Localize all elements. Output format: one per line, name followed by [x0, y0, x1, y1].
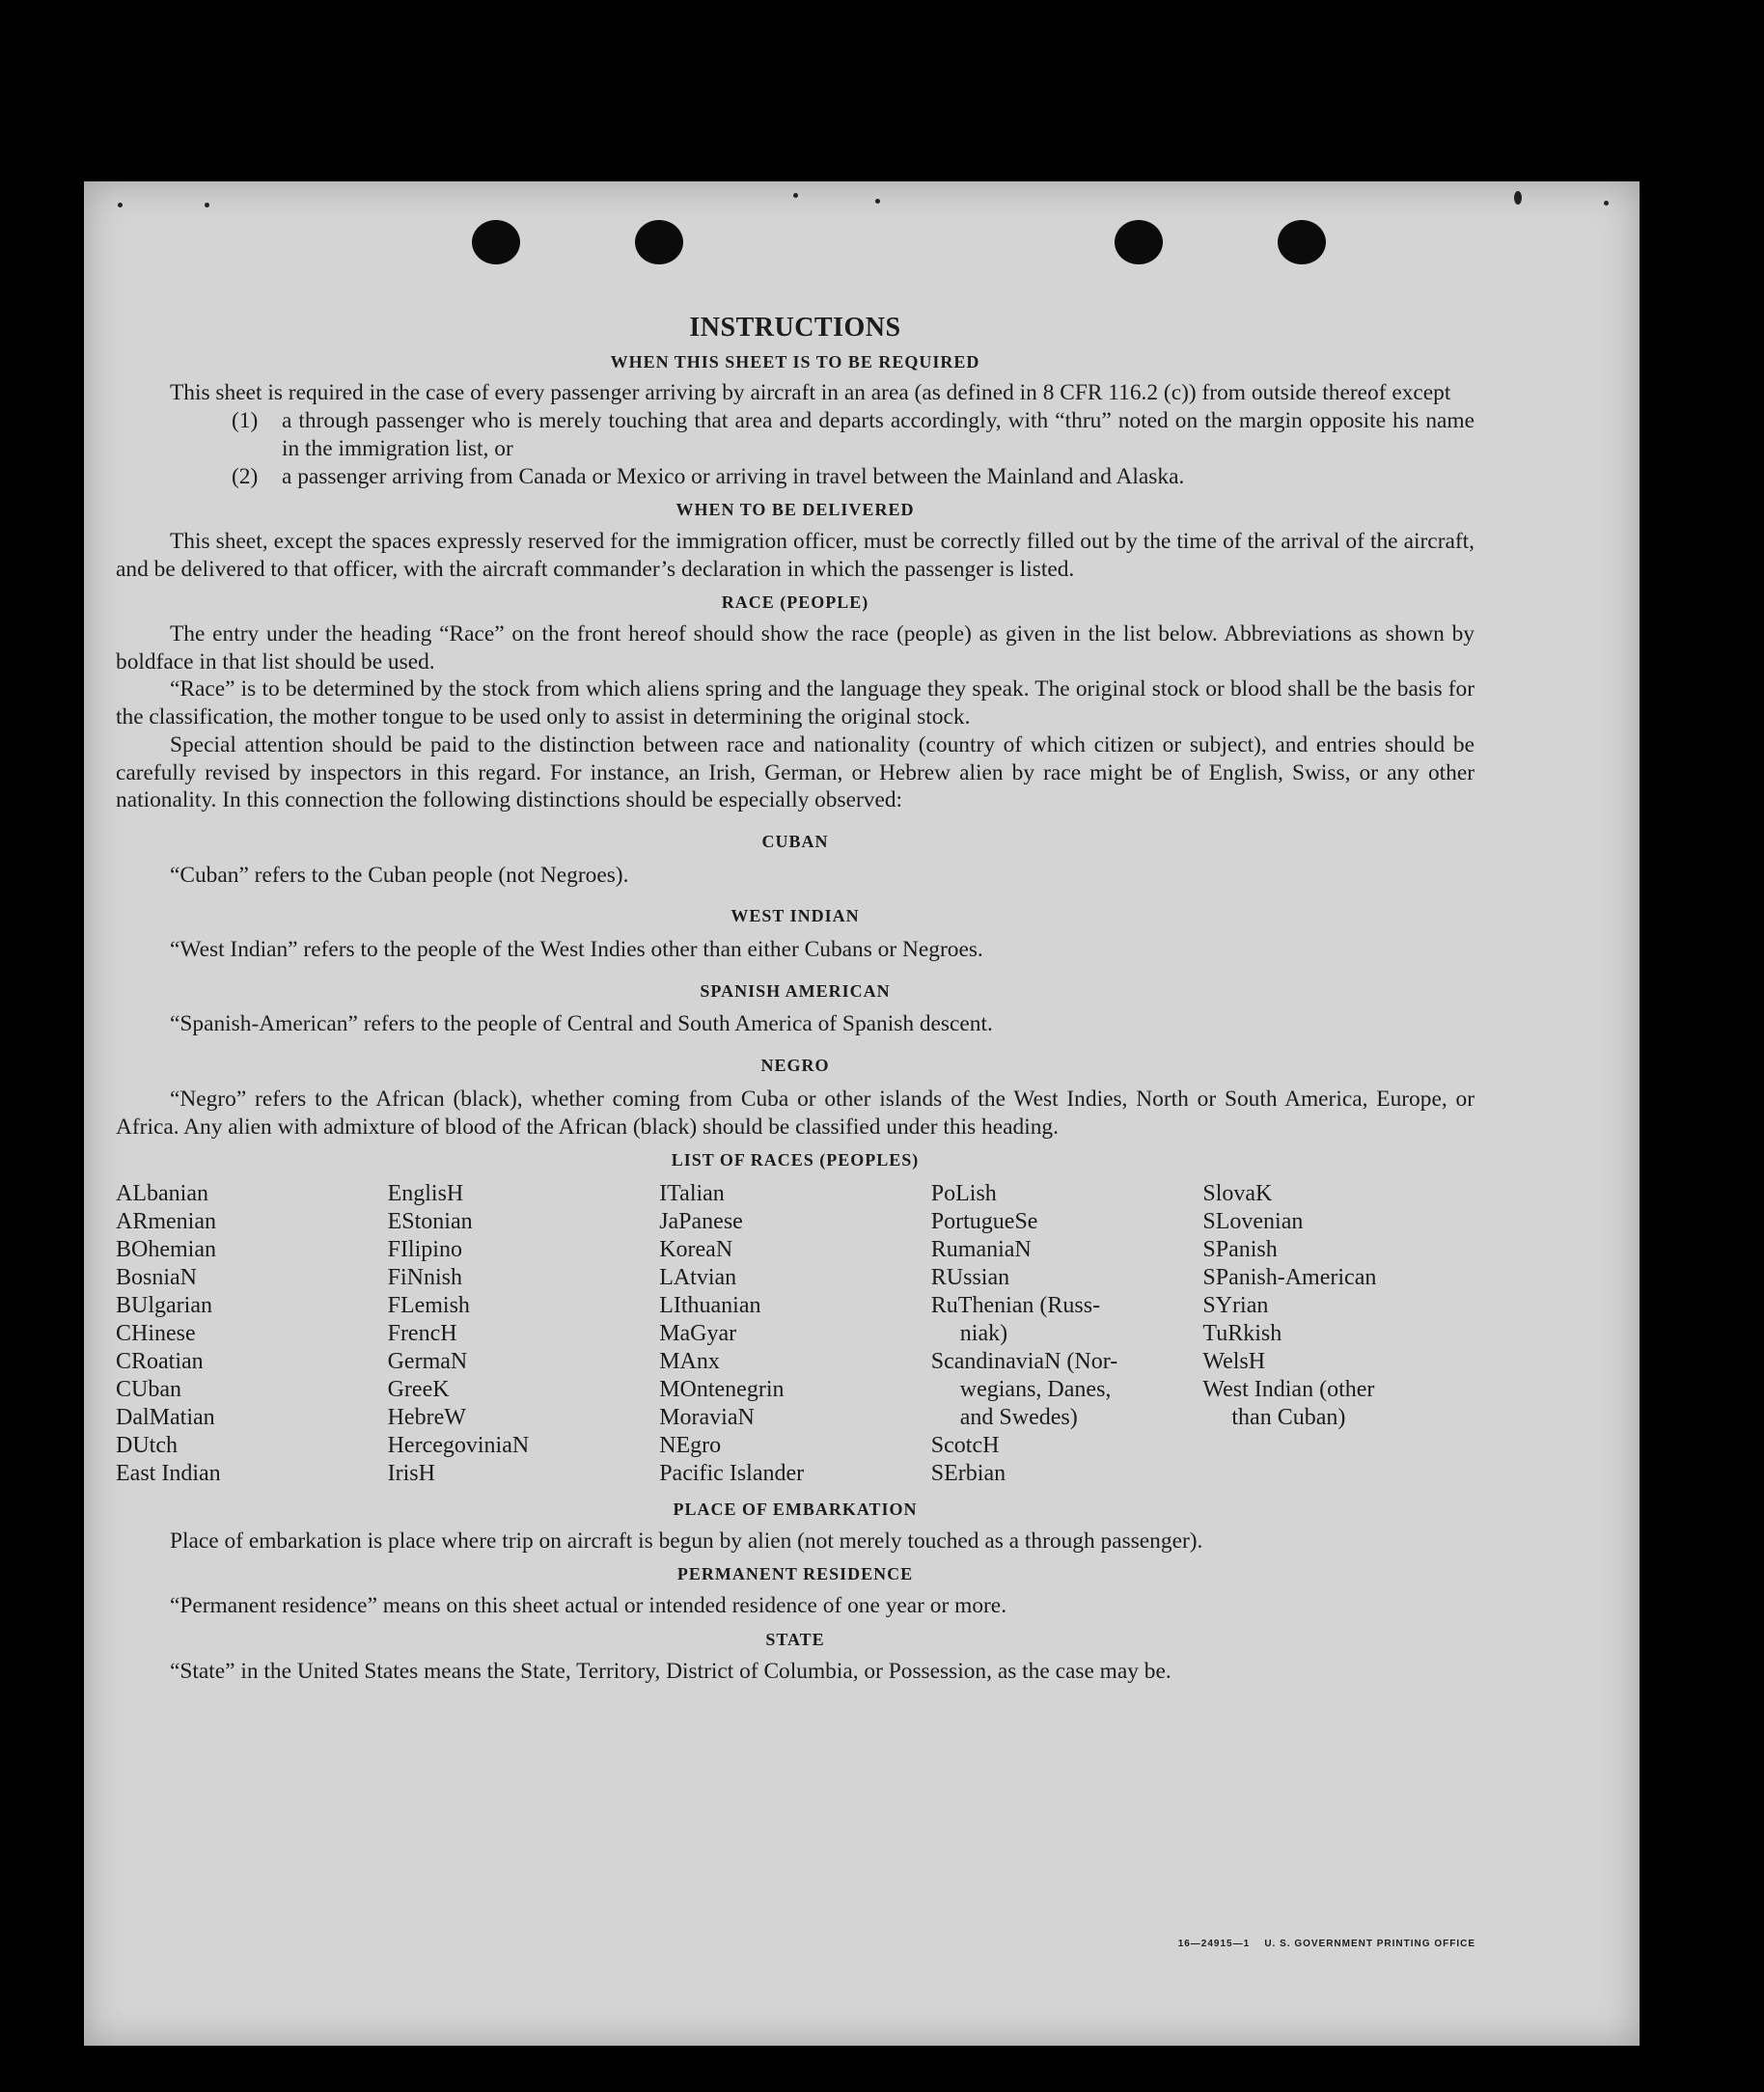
- printer-credit: U. S. GOVERNMENT PRINTING OFFICE: [1264, 1939, 1475, 1949]
- heading-spanish-american: SPANISH AMERICAN: [700, 980, 891, 1001]
- negro-text: “Negro” refers to the African (black), whether coming from Cuba or other islands of the West Indies, North or South America, Europe, or Africa. Any alien with admixture of blood of the African (black) should be classified under this heading.: [116, 1086, 1475, 1140]
- exception-text: a through passenger who is merely touching that area and departs accordingly, with “thru” noted on the margin opposite his name in the immigration list, or: [282, 408, 1475, 461]
- race-entry: RumaniaN: [930, 1236, 1032, 1262]
- form-number: 16—24915—1: [1177, 1939, 1251, 1949]
- races-column: [388, 1180, 660, 1488]
- race-entry: RUssian: [930, 1264, 1010, 1290]
- race-entry: SPanish: [1202, 1236, 1278, 1262]
- west-indian-text: “West Indian” refers to the people of the West Indies other than either Cubans or Negroes.: [170, 937, 983, 963]
- race-entry: CHinese: [116, 1320, 196, 1346]
- race-entry: than Cuban): [1231, 1404, 1346, 1430]
- punch-hole: [635, 220, 683, 264]
- print-footer: [1178, 1939, 1475, 1949]
- speck-mark: [875, 199, 880, 204]
- race-entry: JaPanese: [659, 1208, 743, 1234]
- exception-number: (1): [232, 408, 259, 434]
- race-entry: NEgro: [659, 1432, 722, 1458]
- race-entry: GreeK: [387, 1376, 450, 1402]
- races-column: [931, 1180, 1203, 1488]
- race-entry: SLovenian: [1202, 1208, 1304, 1234]
- speck-mark: [1514, 191, 1522, 205]
- race-entry: MaGyar: [659, 1320, 737, 1346]
- race-entry: IrisH: [387, 1460, 435, 1486]
- race-entry: FIlipino: [387, 1236, 462, 1262]
- heading-cuban: CUBAN: [761, 831, 829, 851]
- race-entry: WelsH: [1202, 1348, 1266, 1374]
- heading-delivered: WHEN TO BE DELIVERED: [675, 500, 915, 520]
- heading-negro: NEGRO: [760, 1056, 830, 1076]
- instruction-sheet: [84, 181, 1640, 2046]
- heading-race: RACE (PEOPLE): [721, 592, 869, 613]
- race-entry: FiNnish: [387, 1264, 462, 1290]
- race-entry: MAnx: [659, 1348, 720, 1374]
- race-entry: GermaN: [387, 1348, 468, 1374]
- race-entry: CRoatian: [116, 1348, 204, 1374]
- race-entry: EStonian: [387, 1208, 473, 1234]
- exception-text: a passenger arriving from Canada or Mexico or arriving in travel between the Mainland and Alaska.: [282, 463, 1185, 489]
- races-column: [659, 1180, 931, 1488]
- race-paragraph-2: “Race” is to be determined by the stock from which aliens spring and the language they speak. The original stock or blood shall be the basis for the classification, the mother tongue to be used only to assist in determining the original stock.: [116, 676, 1475, 730]
- race-paragraph-1: The entry under the heading “Race” on the front hereof should show the race (people) as given in the list below. Abbreviations as shown by boldface in that list should be used.: [116, 621, 1475, 674]
- instructions-content: [116, 315, 1475, 1685]
- race-entry: BUlgarian: [116, 1292, 212, 1318]
- race-entry: TuRkish: [1202, 1320, 1282, 1346]
- race-entry: East Indian: [116, 1460, 221, 1486]
- state-text: “State” in the United States means the State, Territory, District of Columbia, or Possession, as the case may be.: [170, 1658, 1171, 1684]
- punch-hole: [1115, 220, 1163, 264]
- residence-text: “Permanent residence” means on this sheet actual or intended residence of one year or more.: [170, 1593, 1007, 1619]
- heading-required: WHEN THIS SHEET IS TO BE REQUIRED: [610, 351, 980, 372]
- race-entry: BOhemian: [116, 1236, 216, 1262]
- heading-state: STATE: [765, 1629, 825, 1649]
- exception-item: [232, 407, 1475, 462]
- race-entry: ALbanian: [116, 1180, 208, 1206]
- delivered-text: This sheet, except the spaces expressly reserved for the immigration officer, must be correctly filled out by the time of the arrival of the aircraft, and be delivered to that officer, with the aircraft commander’s declaration in which the passenger is listed.: [116, 528, 1475, 582]
- speck-mark: [793, 193, 798, 198]
- race-entry: SlovaK: [1202, 1180, 1273, 1206]
- required-intro: This sheet is required in the case of every passenger arriving by aircraft in an area (as defined in 8 CFR 116.2 (c)) from outside thereof except: [170, 380, 1451, 406]
- heading-residence: PERMANENT RESIDENCE: [676, 1564, 914, 1584]
- race-entry: ARmenian: [116, 1208, 216, 1234]
- races-column: [116, 1180, 388, 1488]
- embarkation-text: Place of embarkation is place where trip on aircraft is begun by alien (not merely touched as a through passenger).: [170, 1528, 1203, 1554]
- race-entry: CUban: [116, 1376, 181, 1402]
- race-entry: KoreaN: [659, 1236, 733, 1262]
- race-entry: and Swedes): [959, 1404, 1078, 1430]
- race-entry: ITalian: [659, 1180, 725, 1206]
- race-entry: West Indian (other: [1202, 1376, 1375, 1402]
- punch-hole: [472, 220, 520, 264]
- speck-mark: [205, 203, 209, 207]
- race-entry: ScandinaviaN (Nor-: [930, 1348, 1118, 1374]
- race-entry: BosniaN: [116, 1264, 197, 1290]
- heading-west-indian: WEST INDIAN: [730, 906, 860, 926]
- race-entry: FLemish: [387, 1292, 470, 1318]
- race-entry: DUtch: [116, 1432, 178, 1458]
- race-entry: PortugueSe: [930, 1208, 1038, 1234]
- race-entry: HebreW: [387, 1404, 466, 1430]
- race-entry: SErbian: [930, 1460, 1006, 1486]
- heading-list-of-races: LIST OF RACES (PEOPLES): [671, 1150, 920, 1170]
- race-entry: LAtvian: [659, 1264, 737, 1290]
- race-entry: PoLish: [930, 1180, 997, 1206]
- punch-hole: [1278, 220, 1326, 264]
- cuban-text: “Cuban” refers to the Cuban people (not Negroes).: [170, 862, 629, 888]
- exception-item: [232, 463, 1475, 491]
- speck-mark: [118, 203, 123, 207]
- race-entry: RuThenian (Russ-: [930, 1292, 1101, 1318]
- race-entry: HercegoviniaN: [387, 1432, 530, 1458]
- race-entry: ScotcH: [930, 1432, 1000, 1458]
- race-entry: Pacific Islander: [659, 1460, 805, 1486]
- page-title: INSTRUCTIONS: [689, 313, 901, 343]
- races-column: [1202, 1180, 1475, 1488]
- race-entry: FrencH: [387, 1320, 457, 1346]
- race-entry: LIthuanian: [659, 1292, 761, 1318]
- race-entry: MOntenegrin: [659, 1376, 785, 1402]
- speck-mark: [1604, 201, 1609, 206]
- heading-embarkation: PLACE OF EMBARKATION: [673, 1499, 918, 1519]
- race-entry: DalMatian: [116, 1404, 215, 1430]
- race-entry: MoraviaN: [659, 1404, 755, 1430]
- race-entry: EnglisH: [387, 1180, 464, 1206]
- races-list: [116, 1180, 1475, 1488]
- spanish-american-text: “Spanish-American” refers to the people of Central and South America of Spanish descent.: [170, 1011, 993, 1037]
- race-entry: SPanish-American: [1202, 1264, 1377, 1290]
- exception-number: (2): [232, 463, 259, 489]
- race-entry: niak): [959, 1320, 1008, 1346]
- race-entry: SYrian: [1202, 1292, 1269, 1318]
- race-entry: wegians, Danes,: [959, 1376, 1112, 1402]
- race-paragraph-3: Special attention should be paid to the distinction between race and nationality (country of which citizen or subject), and entries should be carefully revised by inspectors in this regard. For instance, an Irish, German, or Hebrew alien by race might be of English, Swiss, or any other nationality. In this connection the following distinctions should be especially observed:: [116, 731, 1475, 813]
